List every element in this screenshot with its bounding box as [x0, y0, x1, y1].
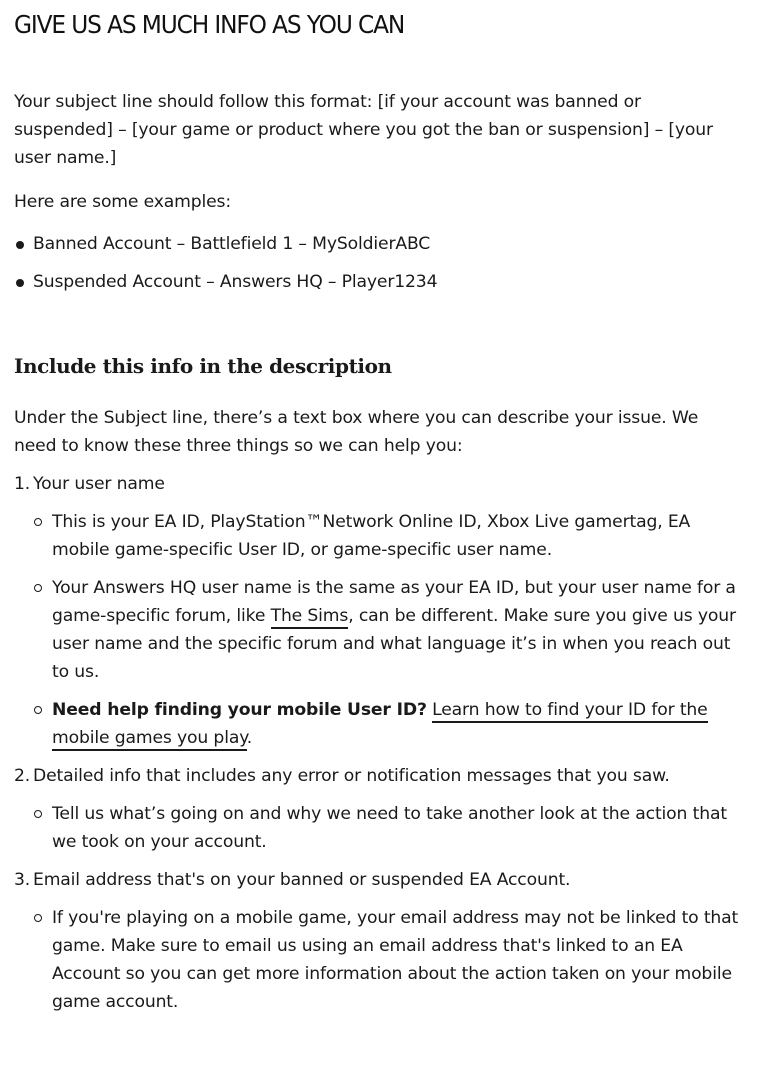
sub-list	[33, 508, 742, 752]
list-number: 1.	[14, 474, 31, 494]
sub-item-text: This is your EA ID, PlayStation™Network Online ID, Xbox Live gamertag, EA mobile game-specific User ID, or game-specific user name.	[52, 512, 691, 560]
required-info-list	[14, 470, 742, 1016]
sub-item-text: Your Answers HQ user name is the same as your EA ID, but your user name for a game-specific forum, like	[52, 578, 736, 626]
list-number: 3.	[14, 870, 31, 890]
list-item-label: Email address that's on your banned or suspended EA Account.	[33, 870, 571, 890]
sub-item	[33, 574, 742, 686]
sub-item	[33, 696, 742, 752]
sub-item: If you're playing on a mobile game, your email address may not be linked to that game. Make sure to email us using an email address that's linked to an EA Account so you can get more information about the action taken on your mobile game account.	[33, 904, 742, 1016]
sub-item-text: , can be different. Make sure you give us your user name and the specific forum and what language it’s in when you reach out to us.	[52, 606, 736, 682]
sub-item	[33, 508, 742, 564]
page-title: GIVE US AS MUCH INFO AS YOU CAN	[14, 10, 405, 39]
sub-item-text: .	[246, 728, 253, 748]
sub-list	[33, 904, 742, 1016]
article	[14, 0, 742, 1026]
section-heading: Include this info in the description	[14, 354, 392, 378]
list-item-label: Detailed info that includes any error or notification messages that you saw.	[33, 766, 670, 786]
example-item: Banned Account – Battlefield 1 – MySoldierABC	[14, 230, 742, 258]
list-item-user-name	[14, 470, 742, 752]
list-item-label: Your user name	[33, 474, 165, 494]
sub-item: Tell us what’s going on and why we need to take another look at the action that we took on your account.	[33, 800, 742, 856]
subject-format-paragraph: Your subject line should follow this format: [if your account was banned or suspended] – [your game or product where you got the ban or suspension] – [your user name.]	[14, 92, 713, 168]
examples-lead: Here are some examples:	[14, 192, 232, 212]
example-item: Suspended Account – Answers HQ – Player1234	[14, 268, 742, 296]
list-number: 2.	[14, 766, 31, 786]
the-sims-link[interactable]: The Sims	[271, 606, 349, 629]
mobile-id-help-label: Need help finding your mobile User ID?	[52, 700, 427, 720]
description-paragraph: Under the Subject line, there’s a text box where you can describe your issue. We need to know these three things so we can help you:	[14, 408, 699, 456]
find-mobile-id-link[interactable]: Learn how to find your ID for the mobile games you play	[52, 700, 708, 751]
list-item-detailed-info	[14, 762, 742, 856]
examples-list	[14, 230, 742, 296]
list-item-email	[14, 866, 742, 1016]
sub-list	[33, 800, 742, 856]
